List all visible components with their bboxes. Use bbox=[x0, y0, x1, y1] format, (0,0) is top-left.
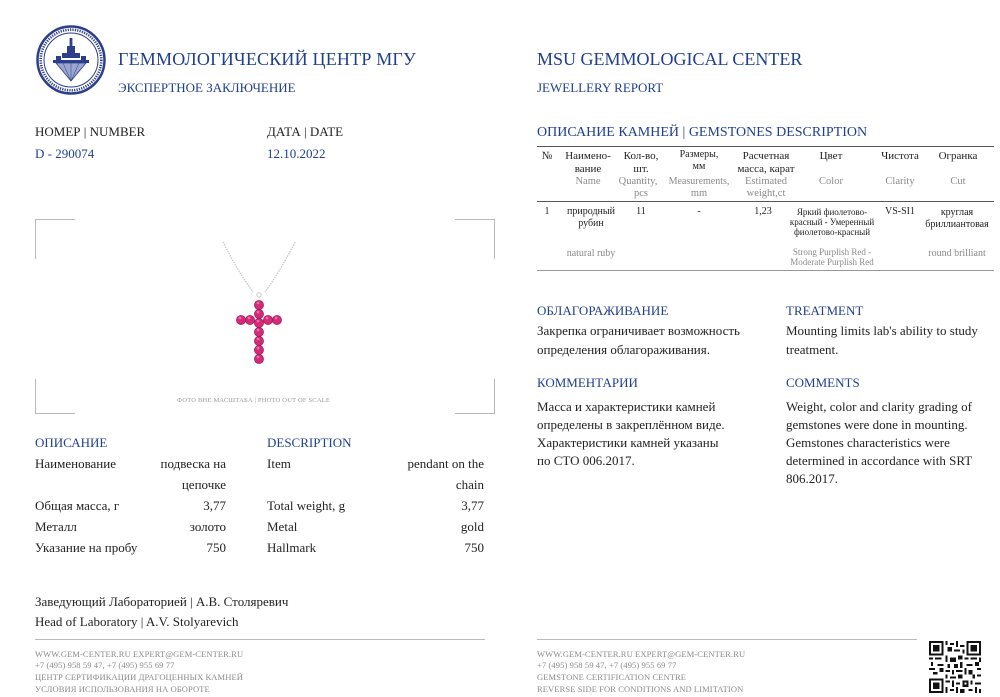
desc-ru-label-weight: Общая масса, г bbox=[35, 498, 120, 513]
comments-text-en-1: Weight, color and clarity grading of bbox=[786, 399, 972, 414]
desc-en-value-hallmark: 750 bbox=[464, 540, 484, 555]
header-title-en: MSU GEMMOLOGICAL CENTER bbox=[537, 49, 803, 69]
gem-col-size-ru-1: Размеры, bbox=[679, 149, 719, 160]
gem-col-weight-en-2: weight,ct bbox=[746, 188, 786, 199]
footer-left-line-3: ЦЕНТР СЕРТИФИКАЦИИ ДРАГОЦЕННЫХ КАМНЕЙ bbox=[35, 672, 243, 682]
description-ru-heading: ОПИСАНИЕ bbox=[35, 435, 108, 450]
gem-row-color-ru-1: Яркий фиолетово- bbox=[796, 207, 868, 217]
gem-col-qty-en-2: pcs bbox=[634, 188, 648, 199]
gem-row-cut-en: round brilliant bbox=[928, 248, 986, 259]
gem-row-no: 1 bbox=[544, 206, 550, 217]
comments-text-en-3: Gemstones characteristics were bbox=[786, 435, 950, 450]
gem-row-color-en-2: Moderate Purplish Red bbox=[790, 257, 874, 267]
gem-col-name-ru-2: вание bbox=[574, 163, 602, 175]
comments-text-en-4: determined in accordance with SRT bbox=[786, 453, 973, 468]
gem-table-bottom-rule bbox=[537, 270, 994, 271]
date-value: 12.10.2022 bbox=[267, 146, 326, 161]
gem-col-color-en: Color bbox=[819, 176, 843, 187]
desc-ru-label-metal: Металл bbox=[35, 519, 77, 534]
desc-en-label-weight: Total weight, g bbox=[267, 498, 346, 513]
footer-right-line-1: WWW.GEM-CENTER.RU EXPERT@GEM-CENTER.RU bbox=[537, 649, 746, 659]
desc-ru-value-weight: 3,77 bbox=[203, 498, 226, 513]
gem-col-qty-en-1: Quantity, bbox=[618, 176, 658, 187]
footer-left-line-1: WWW.GEM-CENTER.RU EXPERT@GEM-CENTER.RU bbox=[35, 649, 244, 659]
gem-row-name-en: natural ruby bbox=[566, 248, 616, 259]
number-label: НОМЕР | NUMBER bbox=[35, 124, 146, 139]
gem-row-weight: 1,23 bbox=[754, 206, 772, 217]
footer-rule-left bbox=[35, 639, 485, 640]
footer-left-line-2: +7 (495) 958 59 47, +7 (495) 955 69 77 bbox=[35, 660, 175, 670]
header-subtitle-ru: ЭКСПЕРТНОЕ ЗАКЛЮЧЕНИЕ bbox=[118, 80, 296, 95]
treatment-heading-ru: ОБЛАГОРАЖИВАНИЕ bbox=[537, 303, 669, 318]
gem-row-color-ru-2: красный - Умеренный bbox=[789, 217, 875, 227]
pendant-photo bbox=[215, 240, 305, 365]
desc-ru-label-hallmark: Указание на пробу bbox=[35, 540, 138, 555]
frame-corner-tr bbox=[455, 219, 495, 259]
gem-row-name-ru-2: рубин bbox=[578, 218, 604, 229]
comments-text-ru-2: определены в закреплённом виде. bbox=[537, 417, 725, 432]
gem-col-qty-ru-1: Кол-во, bbox=[623, 150, 659, 162]
gem-col-clarity-ru: Чистота bbox=[881, 150, 919, 162]
desc-en-label-item: Item bbox=[267, 456, 291, 471]
header-subtitle-en: JEWELLERY REPORT bbox=[537, 80, 664, 95]
desc-ru-value-item-1: подвеска на bbox=[160, 456, 226, 471]
gem-row-color-ru-3: фиолетово-красный bbox=[793, 227, 871, 237]
gem-col-weight-ru-2: масса, карат bbox=[737, 163, 795, 175]
desc-ru-value-metal: золото bbox=[189, 519, 226, 534]
comments-heading-ru: КОММЕНТАРИИ bbox=[537, 375, 638, 390]
footer-right-line-2: +7 (495) 958 59 47, +7 (495) 955 69 77 bbox=[537, 660, 677, 670]
gemstones-heading: ОПИСАНИЕ КАМНЕЙ | GEMSTONES DESCRIPTION bbox=[537, 125, 868, 140]
gem-col-size-ru-2: мм bbox=[692, 161, 706, 172]
comments-text-en-2: gemstones were done in mounting. bbox=[786, 417, 968, 432]
gem-col-no: № bbox=[541, 150, 553, 162]
desc-ru-label-item: Наименование bbox=[35, 456, 116, 471]
desc-en-value-item-1: pendant on the bbox=[407, 456, 484, 471]
date-label: ДАТА | DATE bbox=[267, 124, 344, 139]
gem-col-name-en: Name bbox=[575, 176, 601, 187]
desc-ru-value-item-2: цепочке bbox=[181, 477, 226, 492]
gem-col-clarity-en: Clarity bbox=[885, 176, 915, 187]
signature-ru: Заведующий Лабораторией | А.В. Столяревич bbox=[35, 594, 289, 609]
gem-row-color-en-1: Strong Purplish Red - bbox=[792, 247, 872, 257]
frame-corner-tl bbox=[35, 219, 75, 259]
desc-en-label-hallmark: Hallmark bbox=[267, 540, 317, 555]
header-title-ru: ГЕММОЛОГИЧЕСКИЙ ЦЕНТР МГУ bbox=[118, 49, 416, 69]
footer-right-line-3: GEMSTONE CERTIFICATION CENTRE bbox=[537, 672, 687, 682]
treatment-text-en-1: Mounting limits lab's ability to study bbox=[786, 323, 978, 338]
gem-row-cut-ru-2: бриллиантовая bbox=[925, 219, 989, 230]
comments-text-ru-1: Масса и характеристики камней bbox=[537, 399, 716, 414]
gem-col-color-ru: Цвет bbox=[819, 150, 843, 162]
desc-en-value-weight: 3,77 bbox=[461, 498, 484, 513]
desc-en-value-item-2: chain bbox=[455, 477, 484, 492]
footer-rule-right bbox=[537, 639, 917, 640]
gem-row-name-ru-1: природный bbox=[567, 206, 615, 217]
gem-row-cut-ru-1: круглая bbox=[940, 207, 974, 218]
treatment-heading-en: TREATMENT bbox=[786, 303, 864, 318]
gem-table-header-rule bbox=[537, 201, 994, 202]
gem-col-size-en-2: mm bbox=[690, 188, 708, 199]
msu-logo-icon bbox=[36, 25, 106, 95]
treatment-text-en-2: treatment. bbox=[786, 342, 839, 357]
gem-col-size-en-1: Measurements, bbox=[668, 176, 730, 187]
treatment-text-ru-1: Закрепка ограничивает возможность bbox=[537, 323, 740, 338]
number-value: D - 290074 bbox=[35, 146, 95, 161]
gem-col-qty-ru-2: шт. bbox=[633, 163, 649, 175]
desc-ru-value-hallmark: 750 bbox=[206, 540, 226, 555]
comments-text-en-5: 806.2017. bbox=[786, 471, 838, 486]
signature-en: Head of Laboratory | A.V. Stolyarevich bbox=[35, 614, 239, 629]
gem-col-cut-en: Cut bbox=[950, 176, 966, 187]
gem-col-cut-ru: Огранка bbox=[938, 150, 978, 162]
treatment-text-ru-2: определения облагораживания. bbox=[537, 342, 710, 357]
desc-en-label-metal: Metal bbox=[267, 519, 298, 534]
comments-text-ru-3: Характеристики камней указаны bbox=[537, 435, 719, 450]
desc-en-value-metal: gold bbox=[460, 519, 484, 534]
footer-left-line-4: УСЛОВИЯ ИСПОЛЬЗОВАНИЯ НА ОБОРОТЕ bbox=[35, 684, 210, 694]
gem-col-weight-ru-1: Расчетная bbox=[742, 150, 790, 162]
qr-code-icon[interactable] bbox=[929, 641, 981, 693]
gem-col-weight-en-1: Estimated bbox=[745, 176, 787, 187]
gem-row-qty: 11 bbox=[636, 206, 646, 217]
gem-row-size: - bbox=[697, 206, 701, 217]
footer-right-line-4: REVERSE SIDE FOR CONDITIONS AND LIMITATION bbox=[537, 684, 744, 694]
comments-heading-en: COMMENTS bbox=[786, 375, 860, 390]
photo-scale-note: ФОТО ВНЕ МАСШТАБА | PHOTO OUT OF SCALE bbox=[176, 397, 331, 404]
gem-col-name-ru-1: Наимено- bbox=[565, 150, 611, 162]
gem-table-top-rule bbox=[537, 146, 994, 147]
description-en-heading: DESCRIPTION bbox=[267, 435, 352, 450]
comments-text-ru-4: по СТО 006.2017. bbox=[537, 453, 635, 468]
gem-row-clarity: VS-SI1 bbox=[884, 206, 915, 217]
